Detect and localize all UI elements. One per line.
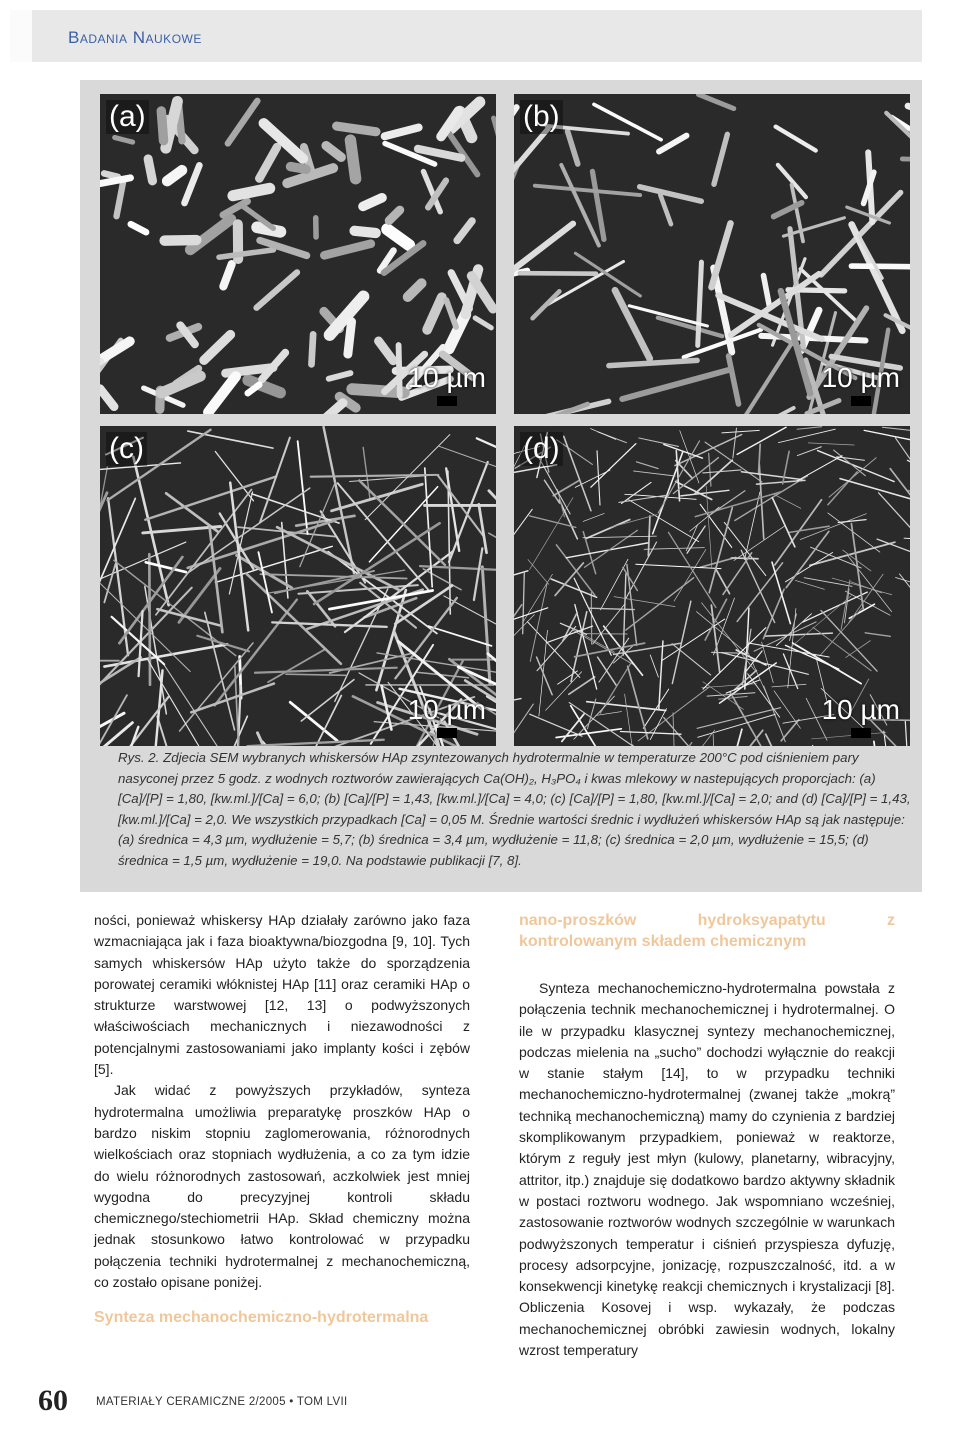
fiber-stroke	[208, 376, 235, 412]
fiber-stroke	[648, 516, 650, 556]
fiber-stroke	[634, 471, 676, 476]
fiber-stroke	[834, 450, 866, 476]
fiber-stroke	[385, 127, 419, 136]
fiber-stroke	[542, 261, 623, 307]
fiber-stroke	[672, 601, 691, 683]
scale-text: 10 µm	[821, 362, 900, 393]
fiber-stroke	[479, 504, 487, 552]
fiber-stroke	[625, 694, 638, 746]
fiber-stroke	[117, 182, 124, 217]
fiber-stroke	[702, 603, 755, 670]
fiber-stroke	[789, 526, 829, 532]
fiber-stroke	[301, 680, 354, 721]
fiber-stroke	[286, 674, 346, 675]
section-label: Badania Naukowe	[68, 28, 202, 47]
fiber-stroke	[583, 513, 604, 521]
fiber-stroke	[598, 657, 617, 686]
scale-bar	[822, 694, 900, 738]
fiber-stroke	[514, 107, 516, 204]
fiber-stroke	[100, 467, 107, 576]
journal-footer: MATERIAŁY CERAMICZNE 2/2005 • TOM LVII	[96, 1396, 348, 1408]
fiber-stroke	[520, 273, 596, 274]
fiber-stroke	[191, 684, 274, 713]
fiber-stroke	[615, 290, 650, 358]
fiber-stroke	[482, 567, 490, 684]
fiber-stroke	[523, 574, 553, 622]
fiber-stroke	[629, 306, 707, 326]
fiber-stroke	[713, 408, 794, 414]
fiber-stroke	[609, 360, 697, 365]
fiber-stroke	[847, 555, 891, 611]
fiber-stroke	[783, 451, 789, 484]
panel-label: (a)	[106, 100, 149, 134]
fiber-stroke	[329, 373, 351, 379]
fiber-stroke	[363, 198, 382, 207]
section-heading: nano-proszków hydroksyapatytu z kontrolowanym składem chemicznym	[519, 912, 895, 950]
fiber-stroke	[568, 131, 578, 163]
section-header	[10, 10, 922, 62]
fiber-stroke	[145, 477, 276, 520]
fiber-stroke	[115, 138, 133, 143]
fiber-stroke	[591, 429, 616, 440]
fiber-stroke	[821, 192, 900, 274]
scale-line	[851, 728, 871, 738]
fiber-stroke	[383, 742, 420, 746]
fiber-stroke	[302, 403, 343, 414]
fiber-stroke	[900, 574, 910, 637]
fiber-stroke	[754, 622, 816, 651]
fiber-stroke	[724, 522, 765, 575]
fiber-stroke	[622, 369, 731, 399]
fiber-stroke	[776, 127, 816, 151]
fiber-stroke	[882, 427, 910, 434]
fiber-stroke	[457, 221, 472, 240]
fiber-stroke	[766, 734, 779, 746]
fiber-stroke	[851, 266, 910, 267]
fiber-stroke	[808, 443, 854, 445]
fiber-stroke	[439, 446, 496, 472]
fiber-stroke	[713, 734, 714, 746]
paragraph: Synteza mechanochemiczno-hydrotermalna powstała z połączenia technik mechanochemicznej i hydrotermalnej. O ile w przypadku klasycznej syntezy mechanochemicznej, podczas mielenia na „sucho” dochodzi wyłącznie do reakcji w stanie stałym [14], to w przypadku techniki mechanochemiczno-hydrotermalnej (zwanej także „mokrą” techniką mechanochemiczną) mamy do czynienia z bardziej skomplikowanym przypadkiem, ponieważ w reaktorze, którym z reguły jest młyn (kulowy, planetarny, wibracyjny, attritor, itp.) znajduje się dodatkowo bardzo aktywny składnik w postaci roztworu wodnego. Jak wspomniano wcześniej, zastosowanie roztworów wodnych szczególnie w warunkach podwyższonych temperatur i ciśnień przyspiesza dyfuzję, procesy adsorpcyjne, jonizację, rozpuszczalność, itd. a w konsekwencji kinetykę reakcji chemicznych i krystalizacji [8]. Obliczenia Kosovej i wsp. wykazały, że podczas mechanochemicznej obróbki zawiesin wodnych, lokalny wzrost temperatury	[519, 980, 895, 1359]
fiber-stroke	[797, 456, 842, 481]
fiber-stroke	[695, 460, 733, 494]
fiber-stroke	[890, 469, 910, 507]
fiber-stroke	[530, 584, 547, 662]
fiber-stroke	[818, 451, 895, 482]
fiber-stroke	[698, 94, 733, 108]
fiber-stroke	[632, 745, 680, 746]
paragraph: ności, ponieważ whiskersy HAp działały zarówno jako faza wzmacniająca jak i faza bioaktywna/biozgodna [9, 10]. Tych samych whiskersów HAp użyto także do sporządzenia porowatej ceramiki włóknistej HAp [11] oraz ceramiki HAp o strukturze warstwowej [12, 13] o podwyższonych właściwościach mechanicznych i niezawodności z potencjalnymi zastosowaniami jako implanty kości i zębów [5].	[94, 912, 470, 1078]
fiber-stroke	[261, 574, 407, 578]
fiber-stroke	[149, 554, 150, 684]
fiber-stroke	[259, 147, 277, 178]
fiber-stroke	[257, 272, 297, 307]
fiber-stroke	[874, 741, 883, 746]
section-heading: Synteza mechanochemiczno-hydrotermalna	[94, 1309, 429, 1327]
fiber-stroke	[832, 578, 891, 595]
fiber-stroke	[838, 520, 866, 523]
fiber-stroke	[408, 283, 422, 297]
fiber-stroke	[100, 389, 114, 407]
fiber-stroke	[600, 559, 628, 610]
fiber-stroke	[475, 318, 491, 328]
fiber-stroke	[255, 668, 397, 673]
fiber-stroke	[902, 159, 910, 160]
fiber-stroke	[564, 436, 591, 510]
fiber-stroke	[535, 186, 640, 195]
fiber-stroke	[290, 702, 337, 740]
fiber-stroke	[258, 552, 271, 612]
scale-bar	[408, 362, 486, 406]
fiber-stroke	[800, 269, 857, 322]
fiber-stroke	[896, 578, 910, 595]
fiber-stroke	[709, 508, 732, 593]
fiber-stroke	[748, 643, 829, 657]
fiber-stroke	[311, 334, 313, 364]
fiber-stroke	[864, 430, 910, 444]
scale-text: 10 µm	[821, 694, 900, 725]
fiber-stroke	[399, 345, 400, 395]
fiber-stroke	[845, 591, 890, 615]
scale-text: 10 µm	[407, 694, 486, 725]
fiber-stroke	[562, 714, 584, 741]
fiber-stroke	[589, 608, 634, 609]
fiber-stroke	[733, 428, 737, 458]
panel-label: (c)	[106, 432, 147, 466]
fiber-stroke	[795, 580, 824, 589]
panel-label: (b)	[520, 100, 563, 134]
fiber-stroke	[148, 159, 152, 181]
fiber-stroke	[514, 404, 588, 414]
fiber-stroke	[514, 164, 517, 246]
sem-panel-c	[100, 426, 496, 746]
fiber-stroke	[157, 716, 190, 746]
figure-caption: Rys. 2. Zdjecia SEM wybranych whiskersów HAp zsyntezowanych hydrotermalnie w temperaturze 200°C pod ciśnieniem pary nasyconej przez 5 godz. z wodnych roztworów zawierających Ca(OH)₂, H₃PO₄ i kwas mlekowy w nastepujących proporcjach: (a) [Ca]/[P] = 1,80, [kw.ml.]/[Ca] = 6,0; (b) [Ca]/[P] = 1,43, [kw.ml.]/[Ca] = 4,0; (c) [Ca]/[P] = 1,80, [kw.ml.]/[Ca] = 2,0; and (d) [Ca]/[P] = 1,43, [kw.ml.]/[Ca] = 2,0. We wszystkich przypadkach [Ca] = 0,05 M. Średnie wartości średnic i wydłużeń whiskersów HAp są jak następuje: (a) średnica = 4,3 µm, wydłużenie = 5,7; (b) średnica = 3,4 µm, wydłużenie = 11,8; (c) średnica = 2,0 µm, wydłużenie = 15,5; (d) średnica = 1,5 µm, wydłużenie = 19,0. Na podstawie publikacji [7, 8].	[118, 750, 911, 868]
sem-panel-b	[514, 94, 910, 414]
scale-line	[851, 396, 871, 406]
fiber-stroke	[650, 655, 658, 677]
fiber-stroke	[587, 699, 595, 729]
fiber-stroke	[636, 462, 658, 469]
fiber-stroke	[350, 140, 355, 179]
fiber-stroke	[165, 240, 197, 241]
fiber-stroke	[681, 490, 729, 496]
fiber-stroke	[298, 441, 308, 534]
fiber-stroke	[569, 677, 595, 694]
fiber-stroke	[772, 498, 795, 547]
fiber-stroke	[628, 666, 648, 738]
fiber-stroke	[389, 210, 400, 221]
fiber-stroke	[157, 609, 221, 626]
fiber-stroke	[763, 589, 784, 639]
fiber-stroke	[663, 730, 714, 746]
sem-panel-d	[514, 426, 910, 746]
panel-label: (d)	[520, 432, 563, 466]
fiber-stroke	[324, 244, 370, 256]
fiber-stroke	[748, 674, 780, 717]
fiber-stroke	[698, 262, 702, 345]
fiber-stroke	[146, 562, 186, 572]
fiber-stroke	[446, 300, 456, 327]
fiber-stroke	[896, 438, 910, 487]
fiber-stroke	[514, 699, 521, 717]
fiber-stroke	[428, 626, 491, 646]
fiber-stroke	[729, 356, 739, 404]
fiber-stroke	[772, 562, 790, 623]
fiber-stroke	[735, 729, 742, 746]
fiber-stroke	[558, 671, 578, 684]
fiber-stroke	[772, 684, 806, 687]
fiber-stroke	[907, 460, 910, 491]
fiber-stroke	[514, 605, 522, 638]
fiber-stroke	[566, 543, 648, 558]
fiber-stroke	[514, 704, 533, 746]
fiber-stroke	[474, 548, 482, 600]
scale-line	[437, 396, 457, 406]
fiber-stroke	[418, 149, 462, 158]
fiber-stroke	[167, 170, 182, 181]
fiber-stroke	[740, 334, 798, 414]
fiber-stroke	[423, 569, 461, 590]
fiber-stroke	[619, 495, 668, 502]
fiber-stroke	[427, 297, 442, 330]
fiber-stroke	[537, 627, 576, 671]
fiber-stroke	[797, 427, 822, 430]
fiber-stroke	[326, 146, 341, 158]
fiber-stroke	[161, 111, 163, 141]
fiber-stroke	[715, 568, 729, 594]
fiber-stroke	[204, 335, 230, 361]
fiber-stroke	[828, 472, 857, 505]
fiber-stroke	[219, 250, 273, 257]
fiber-stroke	[487, 696, 496, 746]
paragraph: Jak widać z powyższych przykładów, synteza hydrotermalna umożliwia preparatykę proszków HAp o bardzo niskim stopniu zaglomerowania, różnorodnych wielkościach oraz stopniach wydłużenia, a co za tym idzie do wielu różnorodnych zastosowań, aczkolwiek jest mniej wygodna do precyzyjnej kontroli składu chemicznego/stechiometrii HAp. Skład chemiczny można jednak stosunkowo łatwo kontrolować w przypadku połączenia techniki hydrotermalnej z mechanochemiczną, co zostało opisane poniżej.	[94, 1082, 470, 1291]
fiber-stroke	[674, 549, 706, 601]
fiber-stroke	[846, 641, 871, 658]
fiber-stroke	[859, 236, 882, 279]
fiber-stroke	[104, 173, 118, 176]
fiber-stroke	[352, 389, 404, 392]
scale-bar	[822, 362, 900, 406]
fiber-stroke	[489, 533, 496, 581]
fiber-stroke	[355, 231, 376, 233]
fiber-stroke	[803, 592, 867, 622]
fiber-stroke	[379, 341, 394, 361]
scale-bar	[408, 694, 486, 738]
fiber-stroke	[387, 229, 409, 245]
fiber-stroke	[712, 223, 731, 287]
fiber-stroke	[228, 101, 257, 144]
fiber-stroke	[100, 493, 107, 619]
scale-line	[437, 728, 457, 738]
fiber-stroke	[908, 106, 910, 124]
fiber-stroke	[660, 195, 671, 224]
fiber-stroke	[514, 465, 557, 479]
fiber-stroke	[664, 718, 712, 746]
fiber-stroke	[188, 431, 273, 448]
fiber-stroke	[592, 171, 604, 239]
fiber-stroke	[614, 597, 675, 607]
fiber-stroke	[722, 430, 759, 432]
fiber-stroke	[764, 276, 770, 307]
fiber-stroke	[268, 650, 324, 682]
fiber-stroke	[597, 451, 600, 505]
fiber-stroke	[348, 322, 352, 354]
fiber-stroke	[514, 571, 528, 590]
fiber-stroke	[821, 610, 877, 671]
fiber-stroke	[741, 472, 801, 480]
right-column	[519, 910, 895, 1361]
fiber-stroke	[908, 267, 910, 296]
fiber-stroke	[237, 555, 292, 587]
fiber-stroke	[904, 538, 910, 541]
fiber-stroke	[905, 721, 910, 746]
fiber-stroke	[879, 493, 910, 541]
fiber-stroke	[100, 588, 192, 692]
fiber-stroke	[684, 330, 761, 358]
fiber-stroke	[494, 118, 496, 144]
header-accent	[10, 10, 32, 62]
fiber-stroke	[640, 187, 702, 201]
fiber-stroke	[659, 136, 687, 152]
fiber-stroke	[337, 126, 376, 132]
fiber-stroke	[247, 740, 383, 746]
fiber-stroke	[714, 134, 727, 184]
fiber-stroke	[775, 500, 822, 565]
fiber-stroke	[223, 264, 231, 286]
sem-panel-a	[100, 94, 496, 414]
fiber-stroke	[528, 560, 549, 585]
fiber-stroke	[586, 520, 629, 539]
fiber-stroke	[626, 578, 694, 630]
fiber-stroke	[865, 633, 890, 637]
fiber-stroke	[583, 536, 656, 538]
fiber-stroke	[449, 462, 488, 562]
fiber-stroke	[762, 642, 774, 682]
fiber-stroke	[599, 638, 629, 682]
fiber-stroke	[246, 574, 340, 664]
fiber-stroke	[759, 464, 763, 538]
fiber-stroke	[786, 645, 839, 669]
scale-text: 10 µm	[407, 362, 486, 393]
fiber-stroke	[779, 429, 836, 442]
fiber-stroke	[783, 218, 844, 236]
left-column	[94, 910, 470, 1328]
fiber-stroke	[734, 526, 785, 560]
fiber-stroke	[533, 291, 560, 318]
page-number: 60	[38, 1384, 68, 1417]
fiber-stroke	[639, 438, 679, 446]
fiber-stroke	[131, 224, 146, 232]
fiber-stroke	[233, 188, 270, 195]
fiber-stroke	[290, 167, 306, 170]
fiber-stroke	[272, 622, 387, 626]
fiber-stroke	[668, 532, 715, 607]
fiber-stroke	[553, 480, 579, 495]
fiber-stroke	[161, 376, 200, 393]
